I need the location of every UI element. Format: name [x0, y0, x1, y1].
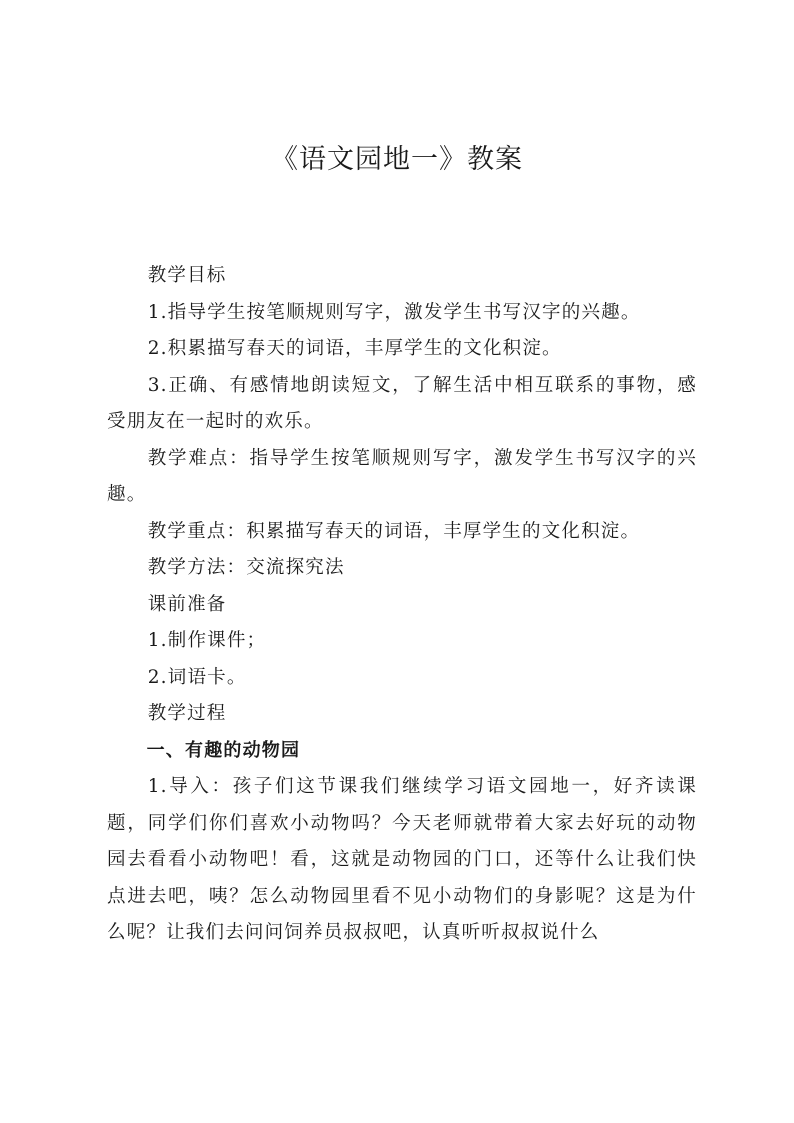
objective-item-2: 2.积累描写春天的词语，丰厚学生的文化积淀。: [147, 338, 562, 359]
teaching-method: 教学方法：交流探究法: [147, 557, 345, 578]
subsection-heading-zoo: 一、有趣的动物园: [146, 739, 301, 761]
objective-item-3: 3.正确、有感情地朗读短文，了解生活中相互联系的事物，感受朋友在一起时的欢乐。: [107, 374, 697, 432]
process-step-1: 1.导入：孩子们这节课我们继续学习语文园地一，好齐读课题，同学们你们喜欢小动物吗？今天老师就带着大家去好玩的动物园去看看小动物吧！看，这就是动物园的门口，还等什么让我们快点进去吧，咦？怎么动物园里看不见小动物们的身影呢？这是为什么呢？让我们去问问饲养员叔叔吧，认真听听叔叔说什么: [107, 776, 697, 943]
section-heading-process: 教学过程: [147, 703, 227, 724]
objective-item-1: 1.指导学生按笔顺规则写字，激发学生书写汉字的兴趣。: [147, 301, 641, 323]
preparation-item-1: 1.制作课件；: [147, 630, 267, 651]
document-body: [107, 258, 697, 952]
section-heading-preparation: 课前准备: [147, 593, 227, 615]
teaching-focus: 教学重点：积累描写春天的词语，丰厚学生的文化积淀。: [147, 520, 641, 542]
teaching-difficulty: 教学难点：指导学生按笔顺规则写字，激发学生书写汉字的兴趣。: [107, 447, 697, 505]
preparation-item-2: 2.词语卡。: [147, 666, 247, 688]
document-title: 《语文园地一》教案: [271, 144, 523, 175]
section-heading-objectives: 教学目标: [147, 265, 227, 286]
